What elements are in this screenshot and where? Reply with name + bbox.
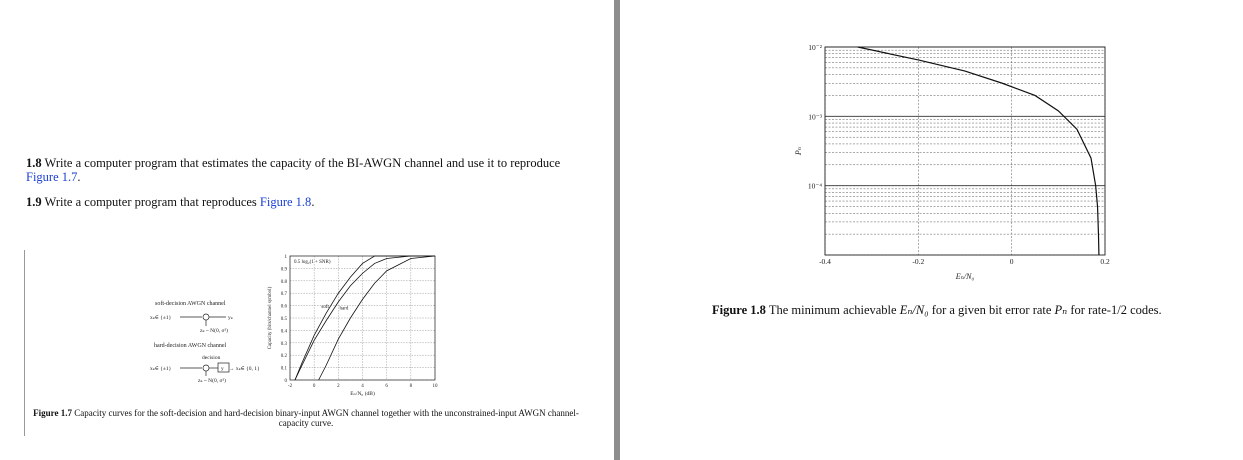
x-tick-label: 6 [385,384,388,389]
y-tick-label: 0.2 [280,354,287,360]
soft-input-label: xₖ∈ {±1} [150,315,172,321]
exercise-1-9: 1.9 Write a computer program that reproduces Figure 1.8. [26,195,315,209]
y-tick-label: 0.5 [280,317,287,322]
caption-ebno: Eₙ/N₀ [899,303,929,317]
x-tick-label: 8 [409,384,413,389]
caption-text-post: for rate-1/2 codes. [1070,303,1162,317]
ber-chart [795,35,1115,295]
x-tick-label: -2 [287,384,293,389]
y-tick-label: 0.8 [280,279,287,285]
y-tick-label: 0.4 [280,329,287,335]
x-tick-label: 0.2 [1100,257,1110,266]
y-tick-label: 10⁻² [808,43,822,52]
x-tick-label: 0 [1009,257,1014,266]
x-axis-label: Eₙ/N₀ [955,272,975,281]
y-tick-label: 0.6 [280,304,287,310]
x-tick-label: 0 [312,384,316,389]
soft-output-label: yₖ [228,315,233,321]
plot-frame [825,47,1105,255]
figure-1-8-caption [712,302,1232,318]
y-tick-label: 0 [284,379,287,384]
hard-noise-label: zₖ ~ N(0, σ²) [198,378,226,384]
x-tick-label: 4 [361,384,364,389]
capacity-chart [262,250,462,400]
exercise-number: 1.9 [26,195,42,209]
caption-label: Figure 1.8 [712,303,766,317]
x-tick-label: -0.4 [819,257,831,266]
soft-adder [203,314,209,320]
series-line-soft [295,256,435,380]
soft-channel-title: soft-decision AWGN channel [155,301,226,307]
soft-noise-label: zₖ ~ N(0, σ²) [200,328,228,334]
hard-decision-label: decision [202,355,221,361]
hard-adder [203,365,209,371]
x-tick-label: 10 [432,384,438,389]
figure-margin-rule [24,250,25,436]
exercise-text: Write a computer program that reproduces [44,195,257,209]
annotation-hard: hard [339,306,349,312]
x-tick-label: -0.2 [912,257,925,266]
decision-box-label: y [221,366,224,372]
y-tick-label: 1 [284,255,287,260]
y-tick-label: 0.3 [280,341,287,347]
series-line-shannon [295,256,435,380]
x-tick-label: 2 [337,384,340,389]
caption-text-mid: for a given bit error rate [931,303,1052,317]
figure-link[interactable]: Figure 1.8 [259,195,312,209]
right-page [620,0,1243,460]
figure-1-7-caption [26,408,586,428]
y-tick-label: 0.9 [280,267,287,273]
caption-text: Capacity curves for the soft-decision and hard-decision binary-input AWGN channel together with the unconstrained-input AWGN channel-capacity curve. [74,408,579,428]
caption-label: Figure 1.7 [33,408,72,418]
figure-link[interactable]: Figure 1.7 [26,170,78,184]
series-line-min-ebno [858,47,1099,255]
y-tick-label: 0.7 [280,292,287,298]
exercise-number: 1.8 [26,156,42,170]
hard-output-label: → xₖ∈ {0, 1} [229,366,260,372]
caption-pb: Pₙ [1054,303,1068,317]
annotation-soft: soft [321,305,329,311]
annotation-shannon: 0.5 log₂(1 + SNR) [294,260,331,265]
x-axis-label: Eₙ/N₀ (dB) [350,391,375,397]
hard-channel-title: hard-decision AWGN channel [154,343,227,349]
exercise-text: Write a computer program that estimates the capacity of the BI-AWGN channel and use it to reproduce [44,156,561,170]
hard-input-label: xₖ∈ {±1} [150,366,172,372]
y-tick-label: 10⁻³ [808,112,822,122]
left-page [0,0,614,460]
y-axis-label: Pₙ [794,146,803,156]
y-tick-label: 0.1 [280,366,287,372]
y-axis-label: Capacity (bits/channel symbol) [268,286,273,350]
exercise-1-8: 1.8 Write a computer program that estimates the capacity of the BI-AWGN channel and use it to reproduce Figure 1.7. [26,156,561,184]
caption-text: The minimum achievable [768,303,897,317]
y-tick-label: 10⁻⁴ [807,181,822,191]
